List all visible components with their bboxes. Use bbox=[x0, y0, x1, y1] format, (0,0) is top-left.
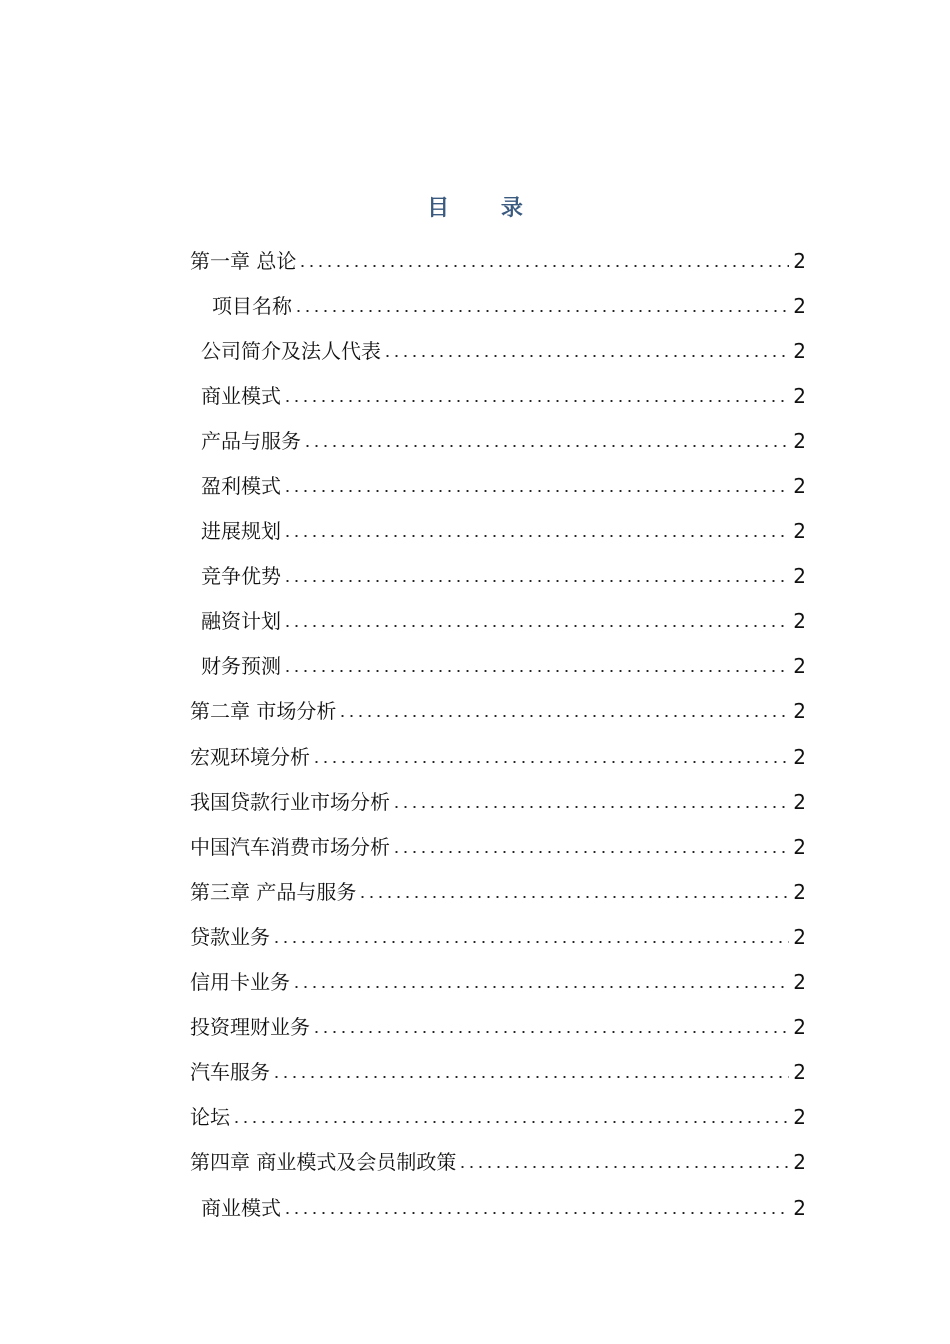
toc-entry-page-number: 2 bbox=[793, 924, 806, 949]
toc-dot-leader bbox=[272, 1076, 789, 1078]
toc-entry-label: 宏观环境分析 bbox=[190, 744, 310, 769]
toc-entry[interactable] bbox=[190, 328, 806, 373]
toc-dot-leader bbox=[392, 851, 789, 853]
toc-entry-page-number: 2 bbox=[793, 1105, 806, 1130]
toc-entry-page-number: 2 bbox=[793, 654, 806, 679]
toc-dot-leader bbox=[283, 580, 789, 582]
toc-entry-page-number: 2 bbox=[793, 879, 806, 904]
toc-entry-label: 竞争优势 bbox=[201, 564, 281, 589]
toc-entry-label: 第三章 产品与服务 bbox=[190, 879, 357, 904]
toc-entry-page-number: 2 bbox=[793, 970, 806, 995]
toc-title: 目 录 bbox=[427, 196, 545, 221]
toc-entry-page-number: 2 bbox=[793, 293, 806, 318]
toc-entry-page-number: 2 bbox=[793, 834, 806, 859]
toc-dot-leader bbox=[312, 1031, 789, 1033]
toc-dot-leader bbox=[298, 265, 789, 267]
toc-entry-label: 信用卡业务 bbox=[190, 970, 290, 995]
toc-entry[interactable] bbox=[190, 960, 806, 1005]
toc-entry-label: 融资计划 bbox=[201, 609, 281, 634]
toc-entry-page-number: 2 bbox=[793, 1015, 806, 1040]
toc-dot-leader bbox=[272, 941, 789, 943]
toc-entry[interactable] bbox=[190, 373, 806, 418]
toc-entry-label: 项目名称 bbox=[212, 293, 292, 318]
toc-dot-leader bbox=[294, 310, 789, 312]
toc-entry-page-number: 2 bbox=[793, 564, 806, 589]
toc-entry-page-number: 2 bbox=[793, 428, 806, 453]
toc-entry-label: 第一章 总论 bbox=[190, 248, 297, 273]
toc-dot-leader bbox=[283, 535, 789, 537]
toc-entry-label: 论坛 bbox=[190, 1105, 230, 1130]
toc-dot-leader bbox=[283, 625, 789, 627]
toc-dot-leader bbox=[358, 896, 789, 898]
toc-entry-page-number: 2 bbox=[793, 474, 806, 499]
toc-entry-label: 产品与服务 bbox=[201, 428, 301, 453]
toc-entry-label: 财务预测 bbox=[201, 654, 281, 679]
toc-entry[interactable] bbox=[190, 463, 806, 508]
toc-entry-label: 商业模式 bbox=[201, 383, 281, 408]
toc-entry[interactable] bbox=[190, 689, 806, 734]
toc-entry[interactable] bbox=[190, 1050, 806, 1095]
toc-entry[interactable] bbox=[190, 599, 806, 644]
toc-entry-page-number: 2 bbox=[793, 1060, 806, 1085]
toc-list bbox=[190, 238, 806, 1230]
toc-entry-label: 第四章 商业模式及会员制政策 bbox=[190, 1150, 457, 1175]
toc-entry[interactable] bbox=[190, 734, 806, 779]
toc-entry-page-number: 2 bbox=[793, 383, 806, 408]
toc-entry[interactable] bbox=[190, 824, 806, 869]
toc-dot-leader bbox=[303, 445, 789, 447]
toc-dot-leader bbox=[283, 670, 789, 672]
toc-entry-label: 中国汽车消费市场分析 bbox=[190, 834, 390, 859]
toc-entry[interactable] bbox=[190, 779, 806, 824]
toc-dot-leader bbox=[232, 1121, 789, 1123]
toc-entry[interactable] bbox=[190, 418, 806, 463]
toc-entry[interactable] bbox=[190, 509, 806, 554]
toc-entry-label: 汽车服务 bbox=[190, 1060, 270, 1085]
toc-entry-label: 我国贷款行业市场分析 bbox=[190, 789, 390, 814]
toc-entry-label: 商业模式 bbox=[201, 1195, 281, 1220]
toc-entry-label: 第二章 市场分析 bbox=[190, 699, 337, 724]
toc-entry-page-number: 2 bbox=[793, 609, 806, 634]
toc-dot-leader bbox=[283, 490, 789, 492]
toc-entry-page-number: 2 bbox=[793, 338, 806, 363]
toc-entry-page-number: 2 bbox=[793, 519, 806, 544]
toc-dot-leader bbox=[458, 1166, 789, 1168]
toc-entry-label: 贷款业务 bbox=[190, 924, 270, 949]
toc-dot-leader bbox=[383, 355, 789, 357]
toc-entry[interactable] bbox=[190, 238, 806, 283]
toc-entry-page-number: 2 bbox=[793, 248, 806, 273]
toc-entry-page-number: 2 bbox=[793, 1150, 806, 1175]
toc-entry-label: 进展规划 bbox=[201, 519, 281, 544]
toc-dot-leader bbox=[283, 1212, 789, 1214]
toc-entry-label: 盈利模式 bbox=[201, 474, 281, 499]
toc-entry[interactable] bbox=[190, 644, 806, 689]
toc-entry[interactable] bbox=[190, 554, 806, 599]
toc-entry-page-number: 2 bbox=[793, 699, 806, 724]
toc-dot-leader bbox=[338, 715, 789, 717]
toc-entry[interactable] bbox=[190, 283, 806, 328]
toc-entry[interactable] bbox=[190, 869, 806, 914]
toc-entry-label: 公司简介及法人代表 bbox=[201, 338, 381, 363]
toc-entry[interactable] bbox=[190, 1005, 806, 1050]
toc-dot-leader bbox=[312, 761, 789, 763]
toc-entry-page-number: 2 bbox=[793, 1195, 806, 1220]
toc-dot-leader bbox=[292, 986, 789, 988]
toc-entry[interactable] bbox=[190, 1140, 806, 1185]
toc-entry[interactable] bbox=[190, 1185, 806, 1230]
toc-entry-page-number: 2 bbox=[793, 789, 806, 814]
toc-entry-label: 投资理财业务 bbox=[190, 1015, 310, 1040]
toc-entry[interactable] bbox=[190, 1095, 806, 1140]
toc-dot-leader bbox=[283, 400, 789, 402]
toc-entry-page-number: 2 bbox=[793, 744, 806, 769]
toc-dot-leader bbox=[392, 806, 789, 808]
toc-entry[interactable] bbox=[190, 914, 806, 959]
